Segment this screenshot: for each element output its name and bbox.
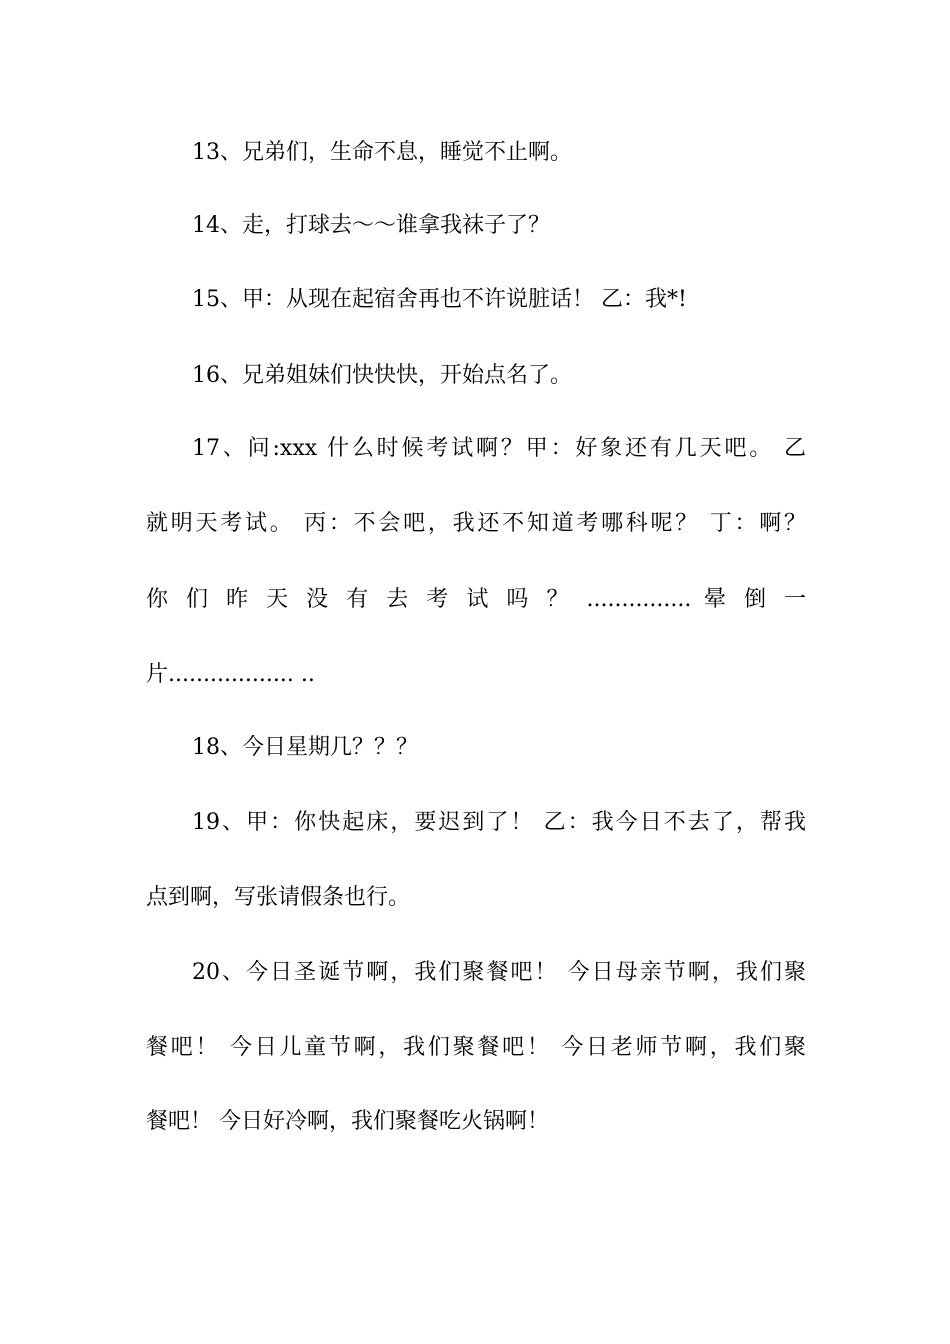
paragraph-19-line-1: 19、甲：你快起床，要迟到了！ 乙：我今日不去了，帮我 — [192, 810, 806, 835]
paragraph-13: 13、兄弟们，生命不息，睡觉不止啊。 — [192, 140, 572, 165]
paragraph-20-line-3: 餐吧！ 今日好冷啊，我们聚餐吃火锅啊！ — [146, 1109, 549, 1134]
paragraph-18: 18、今日星期几？？？ — [192, 735, 418, 760]
paragraph-17-line-2: 就明天考试。 丙：不会吧，我还不知道考哪科呢？ 丁：啊？ — [146, 511, 806, 536]
paragraph-17-line-3: 你 们 昨 天 没 有 去 考 试 吗 ？ ............... 晕 倒 一 — [146, 587, 806, 612]
paragraph-14: 14、走，打球去～～谁拿我袜子了？ — [192, 213, 550, 238]
paragraph-20-line-1: 20、今日圣诞节啊，我们聚餐吧！ 今日母亲节啊，我们聚 — [192, 960, 806, 985]
paragraph-17-line-1: 17、问:xxx 什么时候考试啊？甲：好象还有几天吧。 乙 — [192, 436, 806, 461]
paragraph-19-line-2: 点到啊，写张请假条也行。 — [146, 885, 411, 910]
paragraph-15: 15、甲：从现在起宿舍再也不许说脏话！ 乙：我*! — [192, 287, 687, 312]
paragraph-16: 16、兄弟姐妹们快快快，开始点名了。 — [192, 363, 572, 388]
paragraph-20-line-2: 餐吧！ 今日儿童节啊，我们聚餐吧！ 今日老师节啊，我们聚 — [146, 1035, 806, 1060]
paragraph-17-line-4: 片.................. .. — [146, 662, 315, 687]
